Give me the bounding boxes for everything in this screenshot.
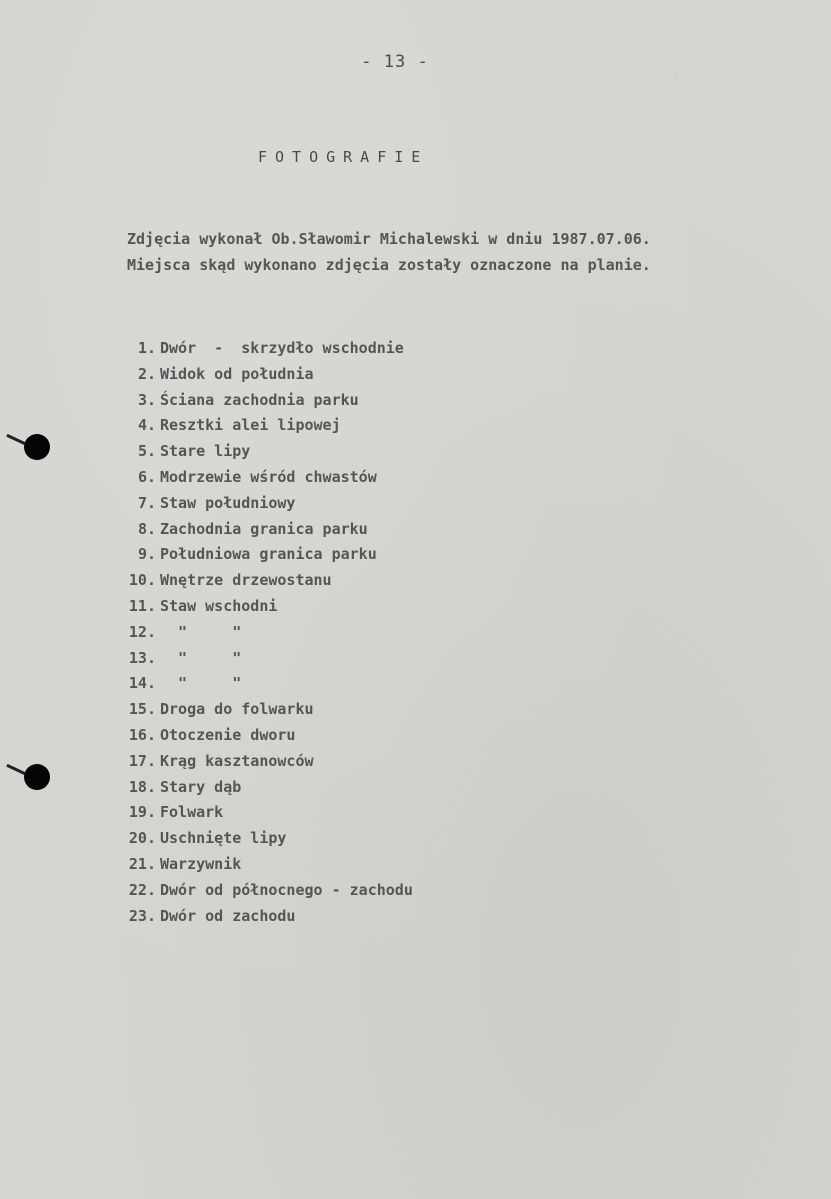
punch-hole <box>24 434 50 460</box>
intro-line: Miejsca skąd wykonano zdjęcia zostały oznaczone na planie. <box>127 256 651 274</box>
item-text: Dwór od północnego - zachodu <box>160 880 413 899</box>
list-item <box>112 775 413 801</box>
item-text: Widok od południa <box>160 364 314 383</box>
photo-list <box>112 336 413 929</box>
item-number: 12. <box>128 622 156 641</box>
item-number: 18. <box>128 777 156 796</box>
item-number: 4. <box>137 416 156 435</box>
list-item <box>112 336 413 362</box>
item-text: Wnętrze drzewostanu <box>160 571 332 590</box>
item-text: Ściana zachodnia parku <box>160 390 359 409</box>
item-text: Staw wschodni <box>160 596 278 615</box>
list-item <box>112 594 413 620</box>
item-number: 19. <box>128 803 156 822</box>
item-number: 23. <box>128 906 156 925</box>
item-number: 5. <box>137 442 156 461</box>
list-item <box>112 904 413 930</box>
item-text: Modrzewie wśród chwastów <box>160 467 377 486</box>
list-item <box>112 439 413 465</box>
item-number: 21. <box>128 854 156 873</box>
item-text: Droga do folwarku <box>160 700 314 719</box>
item-text: Uschnięte lipy <box>160 829 287 848</box>
section-title: FOTOGRAFIE <box>258 148 429 166</box>
list-item <box>112 388 413 414</box>
item-text: Resztki alei lipowej <box>160 416 341 435</box>
item-number: 2. <box>137 364 156 383</box>
list-item <box>112 620 413 646</box>
item-text: Dwór od zachodu <box>160 906 296 925</box>
page-number: - 13 - <box>361 52 429 72</box>
list-item <box>112 723 413 749</box>
list-item <box>112 800 413 826</box>
item-number: 16. <box>128 725 156 744</box>
item-number: 14. <box>128 674 156 693</box>
list-item <box>112 749 413 775</box>
item-text: " " <box>160 648 242 667</box>
item-text: Warzywnik <box>160 854 242 873</box>
item-text: Dwór - skrzydło wschodnie <box>160 339 404 357</box>
list-item <box>112 878 413 904</box>
item-number: 10. <box>128 571 156 590</box>
list-item <box>112 465 413 491</box>
item-number: 15. <box>128 700 156 719</box>
list-item <box>112 413 413 439</box>
item-number: 1. <box>137 339 156 357</box>
item-number: 11. <box>128 596 156 615</box>
intro-paragraph <box>127 226 651 278</box>
item-number: 3. <box>137 390 156 409</box>
item-text: Stare lipy <box>160 442 251 461</box>
list-item <box>112 362 413 388</box>
item-text: Krąg kasztanowców <box>160 751 314 770</box>
list-item <box>112 517 413 543</box>
item-number: 20. <box>128 829 156 848</box>
item-number: 8. <box>137 519 156 538</box>
intro-line: Zdjęcia wykonał Ob.Sławomir Michalewski w dniu 1987.07.06. <box>127 230 651 248</box>
item-text: " " <box>160 674 242 693</box>
item-text: " " <box>160 622 242 641</box>
item-text: Stary dąb <box>160 777 242 796</box>
list-item <box>112 568 413 594</box>
item-text: Staw południowy <box>160 493 296 512</box>
item-text: Otoczenie dworu <box>160 725 296 744</box>
list-item <box>112 697 413 723</box>
item-text: Południowa granica parku <box>160 545 377 564</box>
item-number: 6. <box>137 467 156 486</box>
item-number: 22. <box>128 880 156 899</box>
list-item <box>112 491 413 517</box>
punch-hole <box>24 764 50 790</box>
list-item <box>112 542 413 568</box>
item-text: Zachodnia granica parku <box>160 519 368 538</box>
list-item <box>112 671 413 697</box>
list-item <box>112 646 413 672</box>
list-item <box>112 826 413 852</box>
list-item <box>112 852 413 878</box>
item-number: 13. <box>128 648 156 667</box>
item-number: 9. <box>137 545 156 564</box>
item-number: 17. <box>128 751 156 770</box>
item-text: Folwark <box>160 803 224 822</box>
item-number: 7. <box>137 493 156 512</box>
